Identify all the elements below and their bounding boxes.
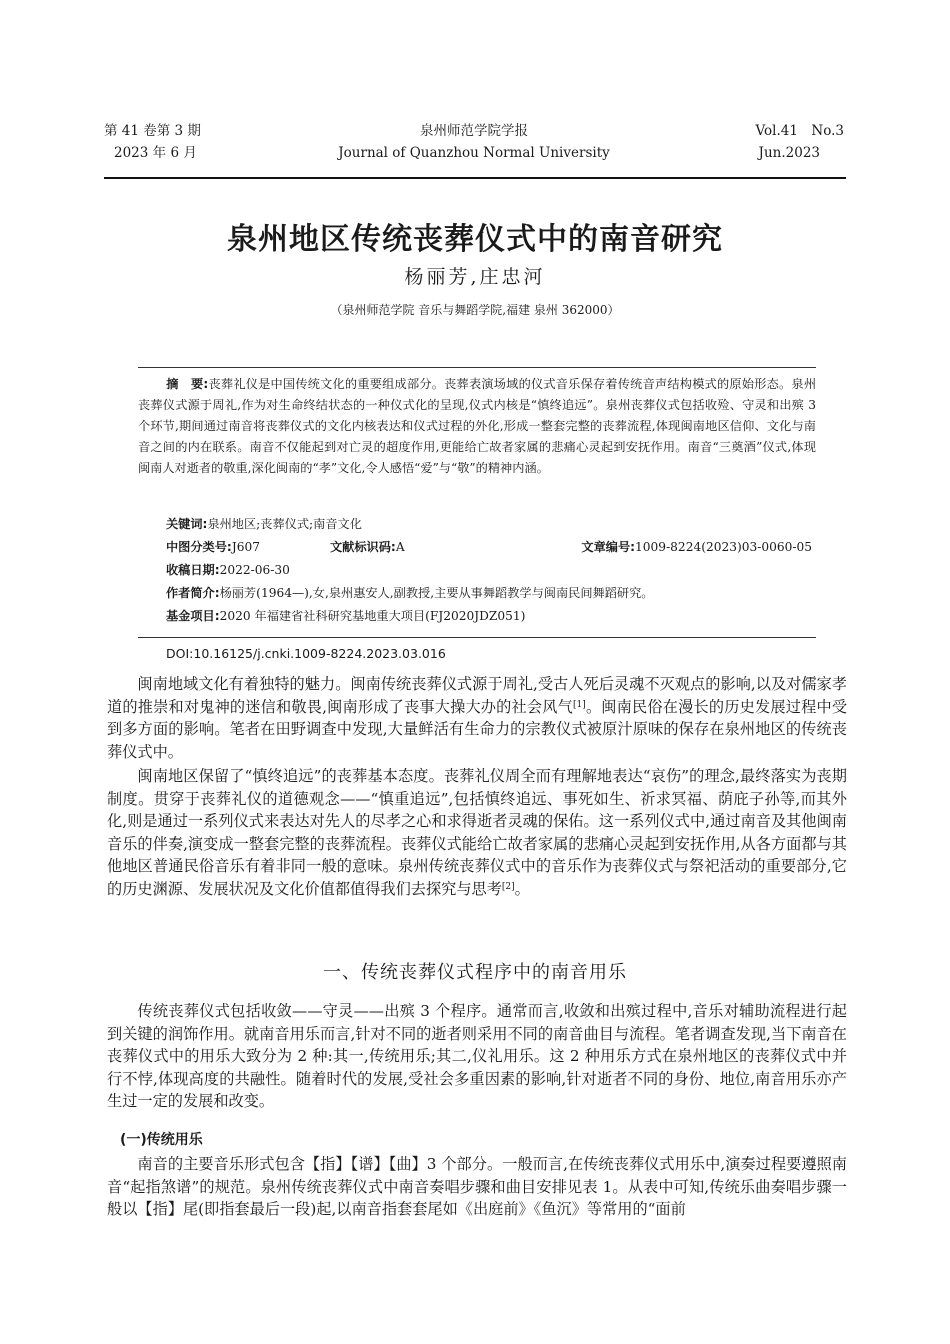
authors: 杨丽芳,庄忠河	[404, 266, 546, 288]
subsection-1-body	[107, 1153, 847, 1221]
clc-label: 中图分类号:	[166, 540, 232, 554]
journal-header	[104, 120, 844, 166]
subsection-heading-1: (一)传统用乐	[120, 1132, 203, 1148]
author-info-line	[166, 583, 816, 603]
abstract-top-rule	[138, 367, 816, 368]
author-info: 杨丽芳(1964—),女,泉州惠安人,副教授,主要从事舞蹈教学与闽南民间舞蹈研究。	[219, 586, 654, 600]
article-no: 1009-8224(2023)03-0060-05	[635, 540, 812, 554]
date-en: Jun.2023	[758, 145, 820, 161]
abstract-bottom-rule	[138, 637, 816, 638]
article-title: 泉州地区传统丧葬仪式中的南音研究	[227, 222, 723, 257]
received-line	[166, 560, 816, 580]
paragraph-3: 传统丧葬仪式包括收敛——守灵——出殡 3 个程序。通常而言,收敛和出殡过程中,音乐对辅助流程进行起到关键的润饰作用。就南音用乐而言,针对不同的逝者则采用不同的南音曲目与流程。笔者调查发现,当下南音在丧葬仪式中的用乐大致分为 2 种:其一,传统用乐;其二,仪礼用乐。这 2 种用乐方式在泉州地区的丧葬仪式中并行不悖,体现高度的共融性。随着时代的发展,受社会多重因素的影响,针对逝者不同的身份、地位,南音用乐亦产生过一定的发展和改变。	[107, 1002, 847, 1110]
doc-code-label: 文献标识码:	[330, 540, 396, 554]
paragraph-2: 闽南地区保留了“慎终追远”的丧葬基本态度。丧葬礼仪周全而有理解地表达“哀伤”的理念,最终落实为丧期制度。贯穿于丧葬礼仪的道德观念——“慎重追远”,包括慎终追远、事死如生、祈求冥福、荫庇子孙等,而其外化,则是通过一系列仪式来表达对先人的尽孝之心和求得逝者灵魂的保佑。这一系列仪式中,通过南音及其他闽南音乐的伴奏,演变成一整套完整的丧葬流程。丧葬仪式能给亡故者家属的悲痛心灵起到安抚作用,从各方面都与其他地区普通民俗音乐有着非同一般的意味。泉州传统丧葬仪式中的音乐作为丧葬仪式与祭祀活动的重要部分,它的历史渊源、发展状况及文化价值都值得我们去探究与思考[2]。	[107, 767, 847, 898]
journal-name-en: Journal of Quanzhou Normal University	[338, 145, 610, 161]
volume-cn: 第 41 卷第 3 期	[104, 123, 201, 139]
classification-line	[166, 537, 816, 557]
fund-line	[166, 606, 816, 626]
citation-1: [1]	[573, 699, 586, 710]
received-date: 2022-06-30	[219, 563, 290, 577]
abstract-text: 丧葬礼仪是中国传统文化的重要组成部分。丧葬表演场域的仪式音乐保存着传统音声结构模式的原始形态。泉州丧葬仪式源于周礼,作为对生命终结状态的一种仪式化的呈现,仪式内核是“慎终追远”。泉州丧葬仪式包括收殓、守灵和出殡 3 个环节,期间通过南音将丧葬仪式的文化内核表达和仪式过程的外化,形成一整套完整的丧葬流程,体现闽南地区信仰、文化与南音之间的内在联系。南音不仅能起到对亡灵的超度作用,更能给亡故者家属的悲痛心灵起到安抚作用。南音“三奠酒”仪式,体现闽南人对逝者的敬重,深化闽南的“孝”文化,令人感悟“爱”与“敬”的精神内涵。	[138, 377, 817, 475]
keywords: 泉州地区;丧葬仪式;南音文化	[207, 517, 362, 531]
clc: J607	[231, 540, 260, 554]
citation-2: [2]	[501, 881, 515, 892]
keywords-label: 关键词:	[166, 517, 208, 531]
abstract-label: 摘 要:	[166, 377, 209, 391]
affiliation: （泉州师范学院 音乐与舞蹈学院,福建 泉州 362000）	[330, 303, 620, 317]
header-rule	[104, 177, 846, 179]
section-heading-1: 一、传统丧葬仪式程序中的南音用乐	[323, 962, 627, 983]
doc-code: A	[395, 540, 405, 554]
fund-label: 基金项目:	[166, 609, 220, 623]
paragraph-4: 南音的主要音乐形式包含【指】【谱】【曲】3 个部分。一般而言,在传统丧葬仪式用乐中,演奏过程要遵照南音“起指煞谱”的规范。泉州传统丧葬仪式中南音奏唱步骤和曲目安排见表 1。从表中可知,传统乐曲奏唱步骤一般以【指】尾(即指套最后一段)起,以南音指套套尾如《出庭前》《鱼沉》等常用的“面前	[107, 1155, 847, 1218]
section-1-body	[107, 1000, 847, 1113]
abstract	[138, 374, 816, 479]
date-cn: 2023 年 6 月	[114, 145, 197, 161]
volume-en: Vol.41 No.3	[755, 123, 844, 139]
keywords-line	[166, 514, 816, 534]
paragraph-1: 闽南地域文化有着独特的魅力。闽南传统丧葬仪式源于周礼,受古人死后灵魂不灭观点的影响,以及对儒家孝道的推崇和对鬼神的迷信和敬畏,闽南形成了丧事大操大办的社会风气[1]。闽南民俗在漫长的历史发展过程中受到多方面的影响。笔者在田野调查中发现,大量鲜活有生命力的宗教仪式被原汁原味的保存在泉州地区的传统丧葬仪式中。	[107, 675, 848, 761]
fund: 2020 年福建省社科研究基地重大项目(FJ2020JDZ051)	[219, 609, 526, 623]
doi: DOI:10.16125/j.cnki.1009-8224.2023.03.016	[166, 646, 446, 661]
journal-name-cn: 泉州师范学院学报	[420, 123, 528, 139]
received-label: 收稿日期:	[166, 563, 220, 577]
header-center	[104, 120, 844, 164]
header-right	[755, 120, 844, 164]
author-info-label: 作者简介:	[166, 586, 220, 600]
intro-body	[107, 673, 847, 900]
article-no-label: 文章编号:	[581, 540, 636, 554]
